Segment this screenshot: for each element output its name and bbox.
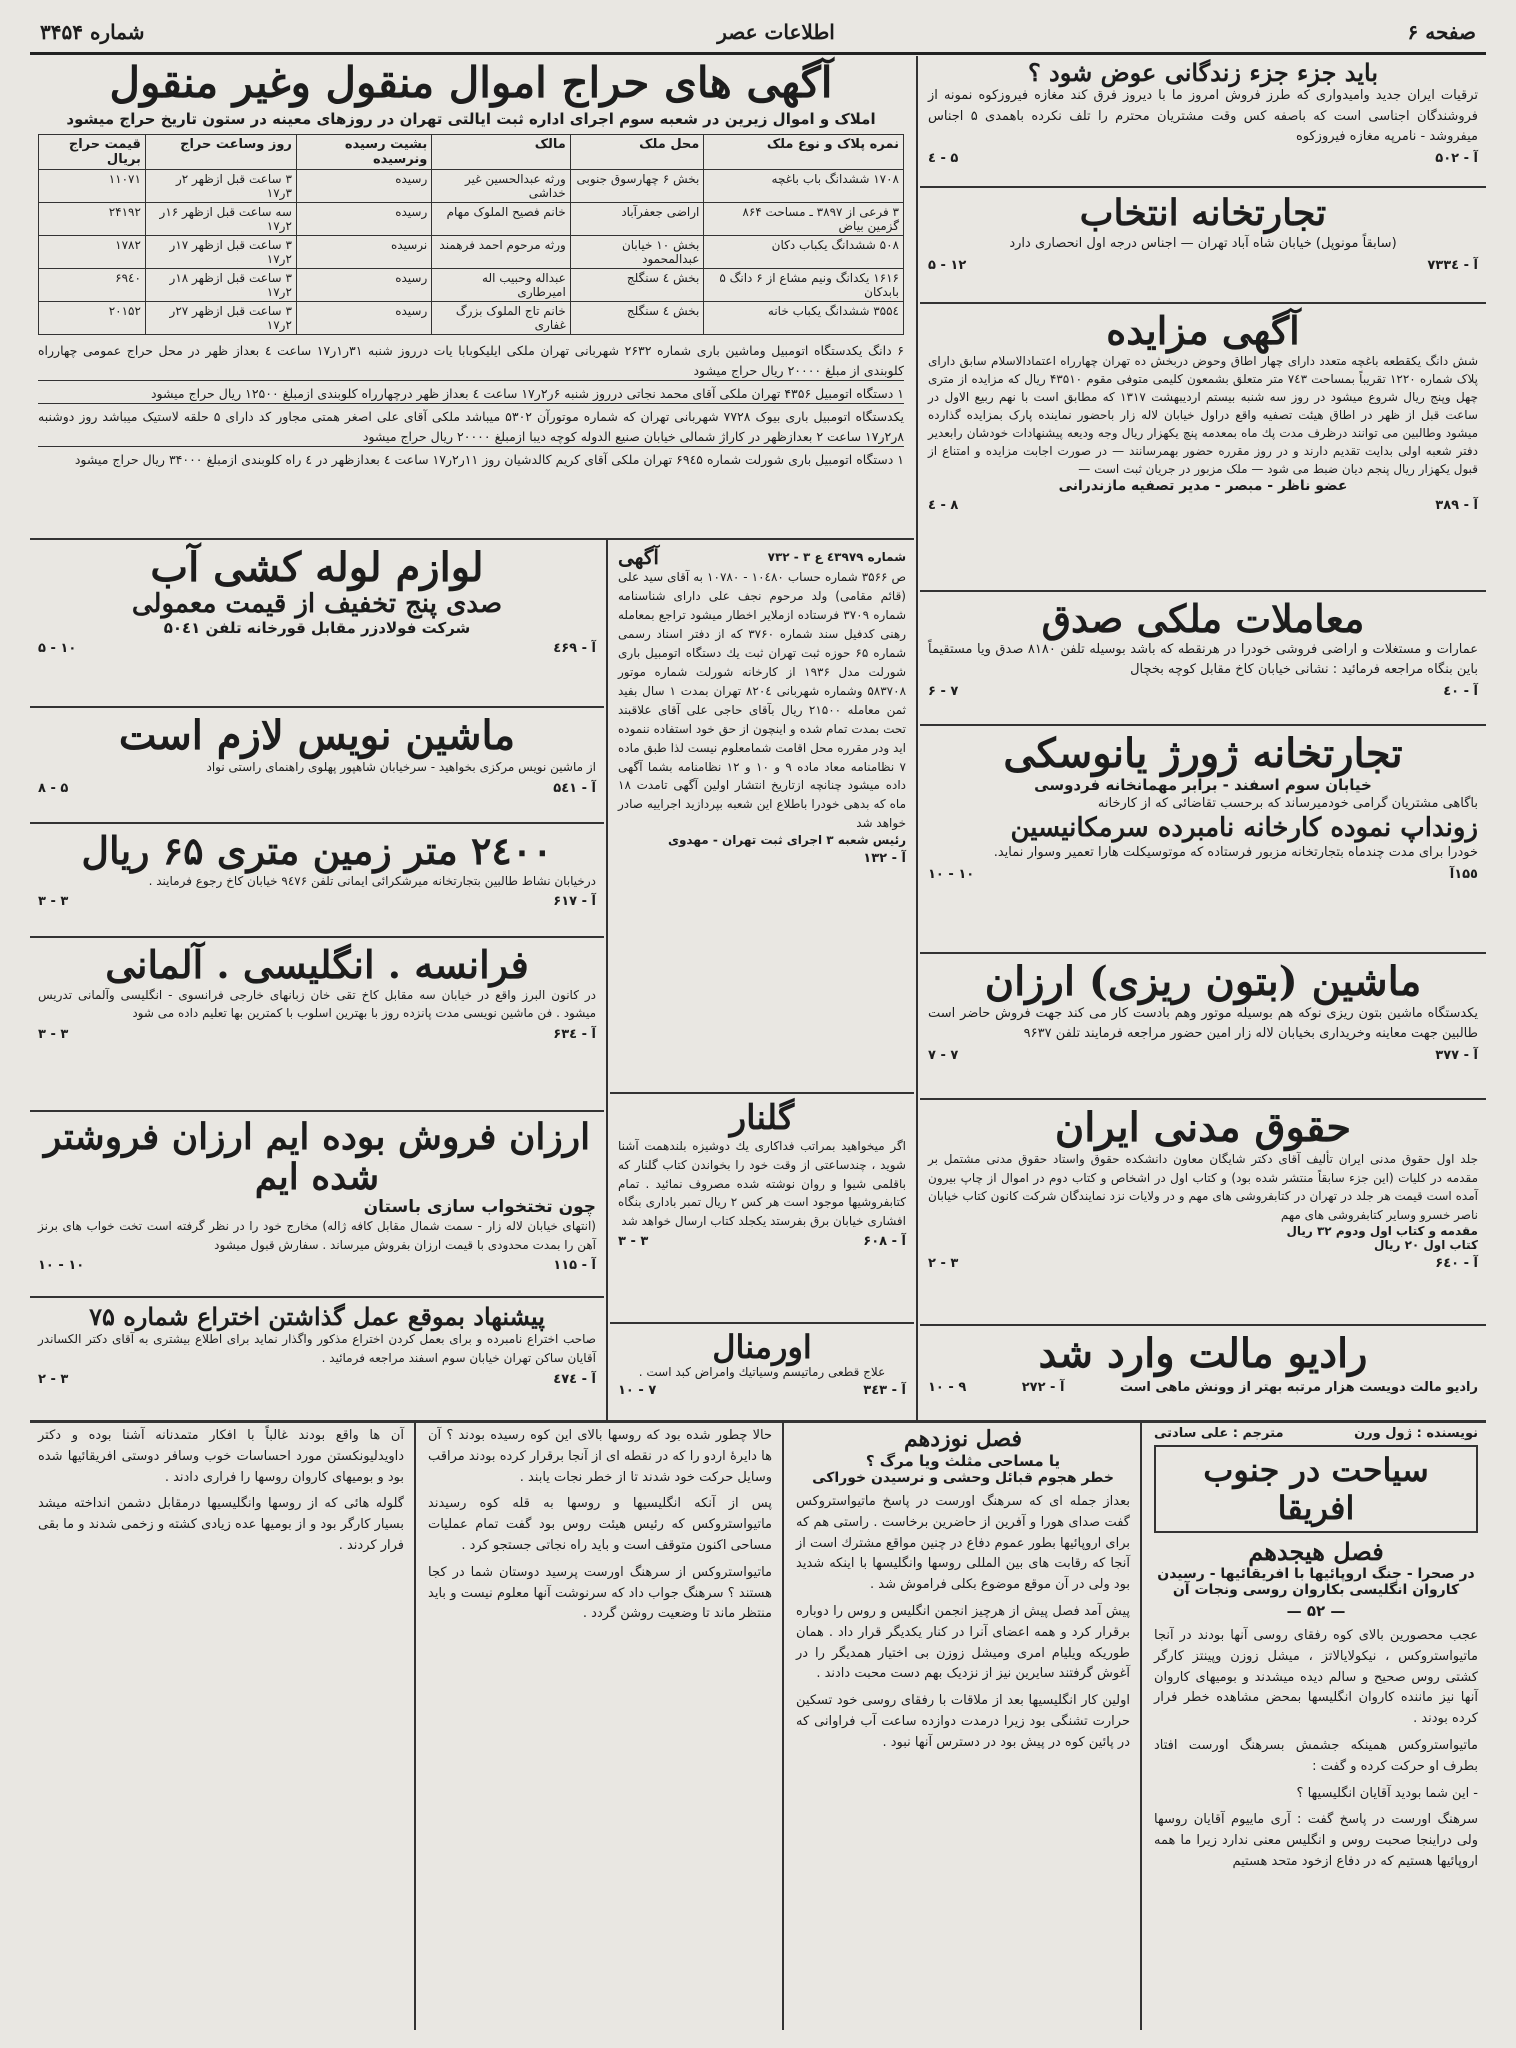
- ad-price: مقدمه و کتاب اول ودوم ۳۲ ریال: [1286, 1224, 1478, 1239]
- cell: عبداله وحبیب اله امیرطاری: [432, 269, 571, 302]
- serial-author: نویسنده : ژول ورن: [1354, 1426, 1478, 1441]
- issue-number: شماره ۳۴۵۴: [40, 20, 145, 44]
- auction-note: ۱ دستگاه اتومبیل باری شورلت شماره ۶۹٤۵ تهران ملکی آقای کریم کالدشیان روز ۱۱ر۲ر۱۷ ساعت ٤ بعدازظهر در ٤ راه کلوبندی ازمبلغ ۳۴۰۰۰ ریال حراج میشود: [38, 446, 904, 469]
- cell: ۳ ساعت قبل ازظهر ۱۸ر ۲ر۱۷: [145, 269, 296, 302]
- ad-ref: آ - ۶۳٤: [553, 1026, 596, 1042]
- cell: نرسیده: [296, 236, 431, 269]
- auction-table: [38, 134, 904, 335]
- col-header: محل ملک: [570, 135, 704, 170]
- auction-note: یکدستگاه اتومبیل باری بیوک ۷۷۲۸ شهربانی تهران که شماره موتورآن ۵۳۰۲ میباشد ملکی آقای علی اصغر همتی مجاور کد دارای ۵ حلقه لاستیک میباشد روز دوشنبه ۸ر۲ر۱۷ ساعت ۲ بعدازظهر در کاراژ شمالی خیابان صنیع الدوله کوچه دیبا ازمبلغ ۲۰۰۰۰ ریال حراج میشود: [38, 403, 904, 446]
- ad-box: [920, 956, 1486, 1096]
- golnar-ad: [610, 1096, 914, 1320]
- serial-paragraph: پیش آمد فصل پیش از هرچیز انجمن انگلیس و روس را دوباره برقرار کرد و همه اعضای آنرا در کنار یکدیگر قرار داد . همان طوریکه ویلیام امری ومیشل زوزن بی اختیار همدیگر را در آغوش گرفتند سایرین نیز از نزدیک بهم دست محبت دادند .: [796, 1603, 1130, 1682]
- ad-ref: آ - ٤۰: [1443, 684, 1478, 700]
- auction-note: ۱ دستگاه اتومبیل ۴۳۵۶ تهران ملکی آقای محمد نجاتی درروز شنبه ۶ر۲ر۱۷ ساعت ٤ بعداز ظهر درچهارراه کلوبندی ازمبلغ ۱۲۵۰۰ ریال حراج میشود: [38, 380, 904, 403]
- ad-box: [30, 1300, 604, 1420]
- table-row: [39, 302, 904, 335]
- column-divider: [1140, 1422, 1142, 2030]
- notice-ad: [610, 542, 914, 1090]
- serial-paragraph: بعداز جمله ای که سرهنگ اورست در پاسخ ماتیواستروکس گفت صدای هورا و آفرین از حاضرین برخاست . راستی هم که برای اروپائیها بطور عموم دفاع در چنین مواقع مشترك است از آنجا که رقابت های بین المللی روسها وانگلیسها با اینکه شدید بود ولی در آن موقع موضوع بکلی فراموش شد .: [796, 1494, 1130, 1593]
- ad-ref: آ - ۳٤۳: [863, 1383, 906, 1399]
- ad-body: خودرا برای مدت چندماه بتجارتخانه مزبور فرستاده که موتوسیکلت هارا تعمیر وسوار نماید.: [993, 844, 1478, 860]
- serial-column: [30, 1420, 412, 2022]
- ad-body: (سابقاً مونوپل) خیابان شاه آباد تهران — اجناس درجه اول انحصاری دارد: [1009, 235, 1397, 251]
- ad-ref: آ - ۳۷۷: [1435, 1048, 1478, 1064]
- ad-code: ۳ - ۲: [928, 1256, 959, 1272]
- cell: رسیده: [296, 203, 431, 236]
- ad-body: یکدستگاه ماشین بتون ریزی نوکه هم بوسیله موتور وهم بادست کار می کند جهت فروش حاضر است طالبین جهت معاینه وخریداری بخیابان لاله زار امین حضور مراجعه فرمایند تلفن ۹۶۳۷: [928, 1006, 1478, 1042]
- col-header: نمره پلاک و نوع ملک: [704, 135, 904, 170]
- chapter-subtitle: در صحرا - جنگ اروپائیها با افریقائیها - رسیدن کاروان انگلیسی بکاروان روسی ونجات آن: [1157, 1566, 1475, 1598]
- notice-body: ص ۳۵۶۶ شماره حساب ۱۰٤۸۰ - ۱۰۷۸۰ به آقای سید علی (قائم مقامی) ولد مرحوم نجف علی دارای شناسنامه شماره ۳۷۰۹ فرستاده ازملایر اخطار میشود تراجع بمعامله رهنی کدفیل سند شماره ۳۷۶۰ که از دفتر اسناد رسمی شماره ۶۵ حوزه ثبت تهران ثبت یك دستگاه اتومبیل باری شورلت مدل ۱۹۳۶ از کارخانه شورلت شماره موتور ۵۸۳۷۰۸ وشماره شهربانی ۸۲۰٤ تهران بمدت ۱ سال بفید ثمن معامله ۲۱۵۰۰ ریال بآقای حاجی علی آقای علاقبند تحت بمدت تمام شده و اینچون از حق خود استفاده ننموده اید ودر مقرره محل اقامت شمامعلوم نیست لذا طبق ماده ۷ نظامنامه معاد ماده ۹ و ۱۰ و ۱۲ نظامنامه بشما آگهی داده میشود چنانچه ازتاریخ انتشار اولین آگهی تامدت ۱۸ ماه که بدهی خودرا باطلاع این شعبه بپردازید اجراییه صادر خواهد شد: [618, 570, 907, 831]
- ad-ref: آ - ۳۸۹: [1435, 497, 1478, 513]
- ad-body: (انتهای خیابان لاله زار - سمت شمال مقابل کافه ژاله) مخارج خود را در نظر گرفته است تخت خواب های برنز آهن را بمدت محدودی با قیمت ارزان بفروش میرساند . سفارش قبول میشود: [38, 1219, 596, 1252]
- divider: [920, 186, 1486, 188]
- ad-body: عمارات و مستغلات و اراضی فروشی خودرا در هرنقطه که باشد بوسیله تلفن ۸۱۸۰ صدق ویا مستقیماً باین بنگاه مراجعه فرمائید : نشانی خیابان کاخ مقابل کوچه بخچال: [928, 641, 1478, 677]
- ad-code: ۱۰ - ۱۰: [928, 866, 975, 882]
- ad-box: [920, 56, 1486, 184]
- cell: رسیده: [296, 269, 431, 302]
- chapter-title: فصل نوزدهم: [903, 1426, 1023, 1452]
- cell: ۵۰۸ ششدانگ یکباب دکان: [704, 236, 904, 269]
- col-header: روز وساعت حراج: [145, 135, 296, 170]
- ad-subtitle: صدی پنج تخفیف از قیمت معمولی: [131, 589, 503, 619]
- ad-code: ۵ - ٤: [928, 150, 959, 166]
- auction-title: آگهی های حراج اموال منقول وغیر منقول: [109, 58, 833, 107]
- ad-box: [30, 1114, 604, 1294]
- cell: ۱۷۰۸ ششدانگ باب باغچه: [704, 170, 904, 203]
- part-number: — ۵۲ —: [1286, 1602, 1346, 1620]
- ad-ref: ۱۵٥آ: [1449, 866, 1478, 882]
- cell: بخش ٤ سنگلج: [570, 302, 704, 335]
- cell: ۳ ساعت قبل ازظهر ۱۷ر ۲ر۱۷: [145, 236, 296, 269]
- ad-title: تجارتخانه ژورژ یانوسکی: [1003, 730, 1403, 777]
- ad-code: ۳ - ۳: [38, 894, 69, 910]
- serial-paragraph: سرهنگ اورست در پاسخ گفت : آری ماییوم آقایان روسها ولی دراینجا صحبت روس و انگلیس معنی ندارد زیرا ما همه اروپائیها هستیم که در دفاع ازخود متحد هستیم: [1154, 1812, 1478, 1869]
- divider: [920, 1098, 1486, 1100]
- newspaper-name: اطلاعات عصر: [717, 20, 835, 44]
- ormenal-ad: [610, 1326, 914, 1420]
- serial-paragraph: ماتیواستروکس از سرهنگ اورست پرسید دوستان شما در کجا هستند ؟ سرهنگ جواب داد که سرنوشت آنها معلوم نیست و باید منتظر ماند تا وضعیت روشن گردد .: [428, 1564, 772, 1622]
- divider: [30, 822, 604, 824]
- page-number: صفحه ۶: [1407, 20, 1476, 44]
- serial-paragraph: آن ها واقع بودند غالباً با افکار متمدنانه آشنا بوده و دکتر داویدلیونکستن مورد احساسات خوب وسافر دوستی افریقائیها شده بود و بومیهای کاروان روسها را فراری دادند .: [38, 1428, 404, 1485]
- chapter-subtitle: خطر هجوم قبائل وحشی و نرسیدن خوراکی: [812, 1470, 1114, 1486]
- cell: ۳۵۵٤ ششدانگ یکباب خانه: [704, 302, 904, 335]
- ad-code: ۱۲ - ۵: [928, 257, 967, 273]
- ad-title: گلنار: [729, 1098, 795, 1138]
- cell: بخش ٤ سنگلج: [570, 269, 704, 302]
- serial-paragraph: اولین کار انگلیسیها بعد از ملاقات با رفقای روسی خود تسکین حرارت تشنگی بود زیرا درمدت دوازده ساعت آب فراوانی که در پائین کوه در پیش بود در دسترس آنها نبود .: [796, 1693, 1130, 1750]
- ad-title: ارزان فروش بوده ایم ارزان فروشتر شده ایم: [43, 1116, 591, 1198]
- ad-body: از ماشین نویس مرکزی بخواهید - سرخیابان شاهپور پهلوی راهنمای راستی نواد: [206, 760, 596, 774]
- divider: [30, 1296, 604, 1298]
- divider: [30, 936, 604, 938]
- ad-title: باید جزء جزء زندگانی عوض شود ؟: [1027, 58, 1379, 87]
- serial-column: [788, 1420, 1138, 2022]
- cell: بخش ۶ چهارسوق جنوبی: [570, 170, 704, 203]
- ad-ref: آ - ۱۱۵: [553, 1258, 596, 1274]
- page-header: [30, 12, 1486, 55]
- column-divider: [782, 1422, 784, 2030]
- ad-title: ۲٤۰۰ متر زمین متری ۶۵ ریال: [81, 828, 553, 873]
- serial-column: [420, 1420, 780, 2022]
- ad-code: ۸ - ٤: [928, 497, 959, 513]
- ad-box: [920, 190, 1486, 300]
- ad-title: فرانسه . انگلیسی . آلمانی: [105, 942, 529, 987]
- cell: ورثه مرحوم احمد فرهمند: [432, 236, 571, 269]
- col-header: قیمت حراج بریال: [39, 135, 146, 170]
- ad-body: صاحب اختراع نامبرده و برای بعمل کردن اختراع مذکور واگذار نماید برای اطلاع بیشتری به آقای دکتر الکساندر آقایان ساکن تهران خیابان سوم اسفند مراجعه فرمائید .: [38, 1332, 596, 1365]
- serial-paragraph: پس از آنکه انگلیسیها و روسها به قله کوه رسیدند ماتیواستروکس که رئیس هیئت روس بود گفت تمام عملیات مساحی اکنون متوقف است و باید راه نجاتی جستجو کرد .: [428, 1496, 772, 1553]
- serial-title: سیاحت در جنوب افریقا: [1154, 1445, 1478, 1533]
- ad-body: اگر میخواهید بمراتب فداکاری یك دوشیزه بلندهمت آشنا شوید ، چندساعتی از وقت خود را بخواندن کتاب گلنار که باقلمی شیوا و روان نوشته شده مصروف نمائید . تمام کتابفروشیها موجود است هر کس ۲ ریال تمبر باداری بنگاه افشاری خیابان برق بفرستد یکجلد کتاب ارسال خواهد شد: [618, 1139, 906, 1228]
- serial-paragraph: حالا چطور شده بود که روسها بالای این کوه رسیده بودند ؟ آن ها دایرهٔ اردو را که در نقطه ای از آنجا برقرار کرده بودند مراقب وسایل حرکت خود شدند تا از خطر نجات یابند .: [428, 1428, 772, 1485]
- ad-body: ترقیات ایران جدید وامیدواری که طرز فروش امروز ما با دیروز فرق کند مغازه فیروزکوه نمونه از فروشندگان اجناسی است که باصفه کس وقت مشتریان محترم را تلف نکرده باهمدی ۵ اجناس میفروشد - نامرپه مغازه فیروزکوه: [928, 88, 1478, 144]
- ad-code: ۳ - ۲: [38, 1371, 69, 1387]
- table-row: [39, 170, 904, 203]
- cell: ۳ ساعت قبل ازظهر ۲۷ر ۲ر۱۷: [145, 302, 296, 335]
- cell: ورثه عبدالحسین غیر خداشی: [432, 170, 571, 203]
- ad-title: ماشین نویس لازم است: [118, 712, 516, 759]
- ad-ref: آ - ۵٤۱: [553, 780, 596, 796]
- chapter-title: فصل هیجدهم: [1248, 1537, 1384, 1566]
- cell: ۲۴۱۹۲: [39, 203, 146, 236]
- ad-title: آگهی مزایده: [1106, 308, 1300, 353]
- auction-ad: [30, 56, 912, 536]
- ad-box: [920, 594, 1486, 722]
- ad-ref: آ - ۲۷۲: [1021, 1380, 1065, 1395]
- cell: ۶۹٤۰: [39, 269, 146, 302]
- divider: [920, 302, 1486, 304]
- cell: ۱۷۸۲: [39, 236, 146, 269]
- ad-subtitle: خیابان سوم اسفند - برابر مهمانخانه فردوسی: [1034, 776, 1372, 794]
- ad-subtitle: چون تختخواب سازی باستان: [363, 1197, 596, 1218]
- ad-box: [30, 940, 604, 1108]
- col-header: مالک: [432, 135, 571, 170]
- cell: ۱۱۰۷۱: [39, 170, 146, 203]
- auction-note: ۶ دانگ یکدستگاه اتومبیل وماشین باری شماره ۲۶۳۲ شهربانی تهران ملکی ایلیکوبابا یات درروز شنبه ۳۱ر۱ر۱۷ ساعت ٤ بعداز ظهر در محل حراج عمومی چهارراه کلوبندی از مبلغ ۲۰۰۰۰ ریال حراج میشود: [38, 343, 904, 378]
- ad-body: درخیابان نشاط طالبین بتجارتخانه میرشکرائی ایمانی تلفن ۹٤۷۶ خیابان کاخ رجوع فرمایند .: [148, 873, 596, 888]
- cell: اراضی جعفرآباد: [570, 203, 704, 236]
- ad-code: ۷ - ۷: [928, 1048, 959, 1064]
- ad-code: ۱۰ - ۱۰: [38, 1258, 85, 1274]
- ad-box: [920, 1102, 1486, 1322]
- table-row: [39, 236, 904, 269]
- serial-column: [1146, 1420, 1486, 2022]
- ad-emphasis: زونداپ نموده کارخانه نامبرده سرمکانیسین: [1010, 813, 1478, 844]
- auction-subtitle: املاک و اموال زیرین در شعبه سوم اجرای اداره ثبت ایالتی تهران در روزهای معینه در ستون تاریخ حراج میشود: [66, 110, 876, 129]
- cell: سه ساعت قبل ازظهر ۱۶ر ۲ر۱۷: [145, 203, 296, 236]
- chapter-subtitle: یا مساحی مثلث ویا مرگ ؟: [865, 1452, 1061, 1470]
- serial-paragraph: گلوله هائی که از روسها وانگلیسیها درمقابل دشمن انداخته میشد بسیار کارگر بود و از بومیها عده زیادی کشته و زخمی شدند و ما بقی فرار کردند .: [38, 1496, 404, 1553]
- ad-ref: آ - ٤۶۹: [553, 640, 596, 656]
- divider: [610, 1092, 914, 1094]
- ad-price: کتاب اول ۲۰ ریال: [1374, 1238, 1478, 1253]
- serial-paragraph: - این شما بودید آقایان انگلیسیها ؟: [1296, 1785, 1478, 1801]
- cell: بخش ۱۰ خیابان عبدالمحمود: [570, 236, 704, 269]
- divider: [30, 538, 914, 540]
- cell: ۳ فرعی از ۳۸۹۷ ـ مساحت ۸۶۴ گزمین بیاض: [704, 203, 904, 236]
- ad-box: [920, 306, 1486, 588]
- notice-number: شماره ٤۳۹۷۹ ع ۳ - ۷۳۲: [767, 550, 906, 564]
- serial-translator: مترجم : علی سادتی: [1154, 1426, 1284, 1441]
- ad-signature: عضو ناظر - مبصر - مدیر تصفیه مازندرانی: [1058, 477, 1348, 494]
- ad-body: شرکت فولادزر مقابل قورخانه تلفن ۵۰٤۱: [163, 618, 471, 637]
- column-divider: [606, 540, 608, 1420]
- ad-body: رادیو مالت دویست هزار مرتبه بهتر از وونش ماهی است: [1119, 1380, 1478, 1395]
- ad-title: لوازم لوله کشی آب: [150, 544, 484, 591]
- ad-box: [920, 728, 1486, 950]
- ad-title: حقوق مدنی ایران: [1054, 1104, 1352, 1151]
- divider: [30, 706, 604, 708]
- divider: [610, 1322, 914, 1324]
- column-divider: [916, 56, 918, 1422]
- ad-ref: آ - ۷۳۳٤: [1427, 257, 1478, 273]
- ad-box: [30, 542, 604, 704]
- ad-body: باگاهی مشتریان گرامی خودمیرساند که برحسب تقاضائی که از کارخانه: [1097, 796, 1478, 811]
- ad-ref: آ - ۵۰۲: [1435, 150, 1478, 166]
- notice-title: آگهی: [618, 545, 659, 569]
- divider: [920, 590, 1486, 592]
- ad-title: معاملات ملکی صدق: [1041, 596, 1365, 641]
- ad-code: ۷ - ۱۰: [618, 1383, 657, 1399]
- ad-ref: آ - ۶۱۷: [553, 894, 596, 910]
- ad-code: ۵ - ۸: [38, 780, 69, 796]
- ad-box: [30, 826, 604, 934]
- newspaper-page: [30, 12, 1486, 2032]
- table-row: [39, 203, 904, 236]
- divider: [30, 1110, 604, 1112]
- cell: رسیده: [296, 170, 431, 203]
- column-divider: [414, 1422, 416, 2030]
- ad-title: رادیو مالت وارد شد: [1038, 1330, 1368, 1377]
- cell: ۳ ساعت قبل ازظهر ۲ر ۳ر۱۷: [145, 170, 296, 203]
- divider: [920, 1324, 1486, 1326]
- ad-ref: آ - ۶۰۸: [863, 1234, 906, 1250]
- ad-body: در کانون البرز واقع در خیابان سه مقابل کاخ تقی خان زبانهای خارجی فرانسوی - انگلیسی وآلمانی تدریس میشود . فن ماشین نویسی مدت پانزده روز با بهترین اسلوب با کمترین بها تعلیم داده می شود: [38, 987, 596, 1021]
- serial-paragraph: عجب محصورین بالای کوه رفقای روسی آنها بودند در آنجا ماتیواستروکس ، نیکولایالاتز ، میشل زوزن وپینتز کارگر کشتی روس صحیح و سالم دیده میشدند و بومیهای کاروان آنها نیز ماننده کاروان انگلیسها بمحض مشاهده خطر فرار کرده بودند .: [1154, 1628, 1478, 1727]
- col-header: بشیت رسیده ونرسیده: [296, 135, 431, 170]
- ad-title: اورمنال: [712, 1328, 812, 1366]
- ad-code: ۳ - ۳: [38, 1026, 69, 1042]
- ad-body: علاج قطعی رماتیسم وسیاتیك وامراض کبد است .: [638, 1365, 886, 1380]
- cell: رسیده: [296, 302, 431, 335]
- notice-signature: رئیس شعبه ۳ اجرای ثبت تهران - مهدوی: [667, 833, 906, 848]
- ad-box: [30, 710, 604, 820]
- ad-title: تجارتخانه انتخاب: [1079, 192, 1327, 234]
- serial-paragraph: ماتیواستروکس همینکه جشمش بسرهنگ اورست افتاد بطرف او حرکت کرده و گفت :: [1154, 1737, 1478, 1774]
- cell: خانم تاج الملوک بزرگ غفاری: [432, 302, 571, 335]
- ad-ref: آ - ٤۷٤: [553, 1371, 596, 1387]
- cell: ۲۰۱۵۲: [39, 302, 146, 335]
- cell: ۱۶۱۶ یکدانگ ونیم مشاع از ۶ دانگ ۵ بابدکان: [704, 269, 904, 302]
- ad-box: [920, 1328, 1486, 1420]
- ad-ref: آ - ۶٤۰: [1435, 1256, 1478, 1272]
- ad-title: پیشنهاد بموقع عمل گذاشتن اختراع شماره ۷۵: [89, 1302, 545, 1331]
- table-row: [39, 269, 904, 302]
- divider: [920, 952, 1486, 954]
- ad-code: ۱۰ - ۵: [38, 640, 77, 656]
- ad-code: ۳ - ۳: [618, 1234, 649, 1250]
- ad-body: شش دانگ یکقطعه باغچه متعدد دارای چهار اطاق وحوض دربخش ده تهران چهارراه اعتمادالاسلام سابق دارای پلاک شماره ۱۲۲۰ تقریباً بمساحت ۷٤۳ متر متعلق بشمعون کلیمی متوفی مقوم ۴۳۵۱۰ ریال که مزایده از متری چهل وپنج ریال شروع میشود در روز سه شنبه بیستم اردیبهشت ۱۳۱۷ که مطابق است با نهم ربیع الاول در ساعت قبل از ظهر در اطاق هیئت تصفیه واقع دراول خیابان لاله زار باحضور نماینده پارک بمزایده گذارده میشود وطالبین می توانند درظرف مدت پك ماه بمعدمه پنچ یکهزار ریال وجه ودیعه پیشنهادات خودشان رابعدیر دفتر شعبه اولی بدایت تقدیم دارند و در روز مقرره حضور بهمرسانند — در صورت اجابت مزایده و امتناع از قبول یکهزار ریال پنجم دیان ضبط می شود — ملک مزبور در جریان ثبت است —: [928, 353, 1478, 476]
- divider: [920, 724, 1486, 726]
- ad-code: ۹ - ۱۰: [928, 1380, 967, 1395]
- cell: خانم فصیح الملوک مهام: [432, 203, 571, 236]
- ad-title: ماشین (بتون ریزی) ارزان: [984, 958, 1422, 1005]
- ad-body: جلد اول حقوق مدنی ایران تألیف آقای دکتر شایگان معاون دانشکده حقوق واستاد حقوق مدنی مشتمل بر مقدمه در کلیات (این جزء سابقاً منتشر شده بود) و کتاب اول در اشخاص و کتاب دوم در اموال از چاپ بیرون آمده است قیمت هر جلد در تهران در کتابفروشی های مهم و در ولایات نزد نمایندگان شرکت کانون کتاب خیابان ناصر خسرو وسایر کتابفروشی های مهم: [928, 1152, 1478, 1222]
- ad-code: ۷ - ۶: [928, 684, 959, 700]
- notice-ref: آ - ۱۳۲: [863, 851, 906, 867]
